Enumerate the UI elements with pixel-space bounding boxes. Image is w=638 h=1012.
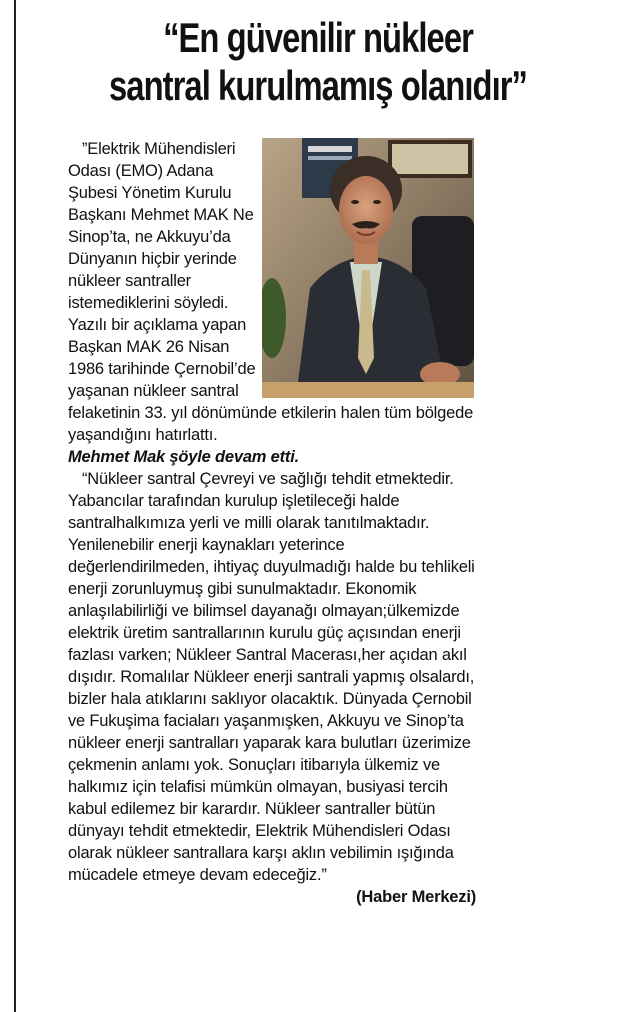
intro-paragraph: ”Elektrik Mühendisleri Odası (EMO) Adana Şubesi Yönetim Kurulu Başkanı Mehmet MAK Ne Sinop’ta, ne Akkuyu’da Dünyanın hiçbir yerinde nükleer santraller istemediklerini söyledi. Yazılı bir açıklama yapan Başkan MAK 26 Nisan 1986 tarihinde Çernobil’de yaşanan nükleer santral felaketinin 33. yıl dönümünde etkilerin halen tüm bölgede yaşandığını hatırlattı. <box>68 140 474 444</box>
quote-paragraph: “Nükleer santral Çevreyi ve sağlığı tehdit etmektedir. Yabancılar tarafından kurulup işletileceği halde santralhalkımıza yerli ve milli olarak tanıtılmaktadır. Yenilenebilir enerji kaynakları yeterince değerlendirilmeden, ihtiyaç duyulmadığı halde bu tehlikeli enerji zorunluymuş gibi sunulmaktadır. Ekonomik anlaşılabilirliği ve bilimsel dayanağı olmayan;ülkemizde elektrik üretim santrallarının kurulu güç açısından enerji fazlası varken; Nükleer Santral Macerası,her açıdan akıl dışıdır. Romalılar Nükleer enerji santrali yapmış olsalardı, bizler hala atıklarını saklıyor olacaktık. Dünyada Çernobil ve Fukuşima faciaları yaşanmışken, Akkuyu ve Sinop’ta nükleer enerji santralları yaparak kara bulutları üzerimize çekmenin anlamı yok. Sonuçları itibarıyla ülkemiz ve halkımız için telafisi mümkün olmayan, busiyasi tercih kabul edilemez bir karardır. Nükleer santraller bütün dünyayı tehdit etmektedir, Elektrik Mühendisleri Odası olarak nükleer santrallara karşı aklın vebilimin ışığında mücadele etmeye devam edeceğiz.” <box>68 470 475 884</box>
headline <box>84 14 552 110</box>
article-body <box>68 138 476 908</box>
headline-line-2: santral kurulmamış olanıdır” <box>108 62 528 109</box>
byline-credit: (Haber Merkezi) <box>356 888 476 906</box>
subhead: Mehmet Mak şöyle devam etti. <box>68 448 299 466</box>
headline-line-1: “En güvenilir nükleer <box>163 14 473 61</box>
column-rule <box>14 0 16 1012</box>
photo-space <box>264 138 476 400</box>
